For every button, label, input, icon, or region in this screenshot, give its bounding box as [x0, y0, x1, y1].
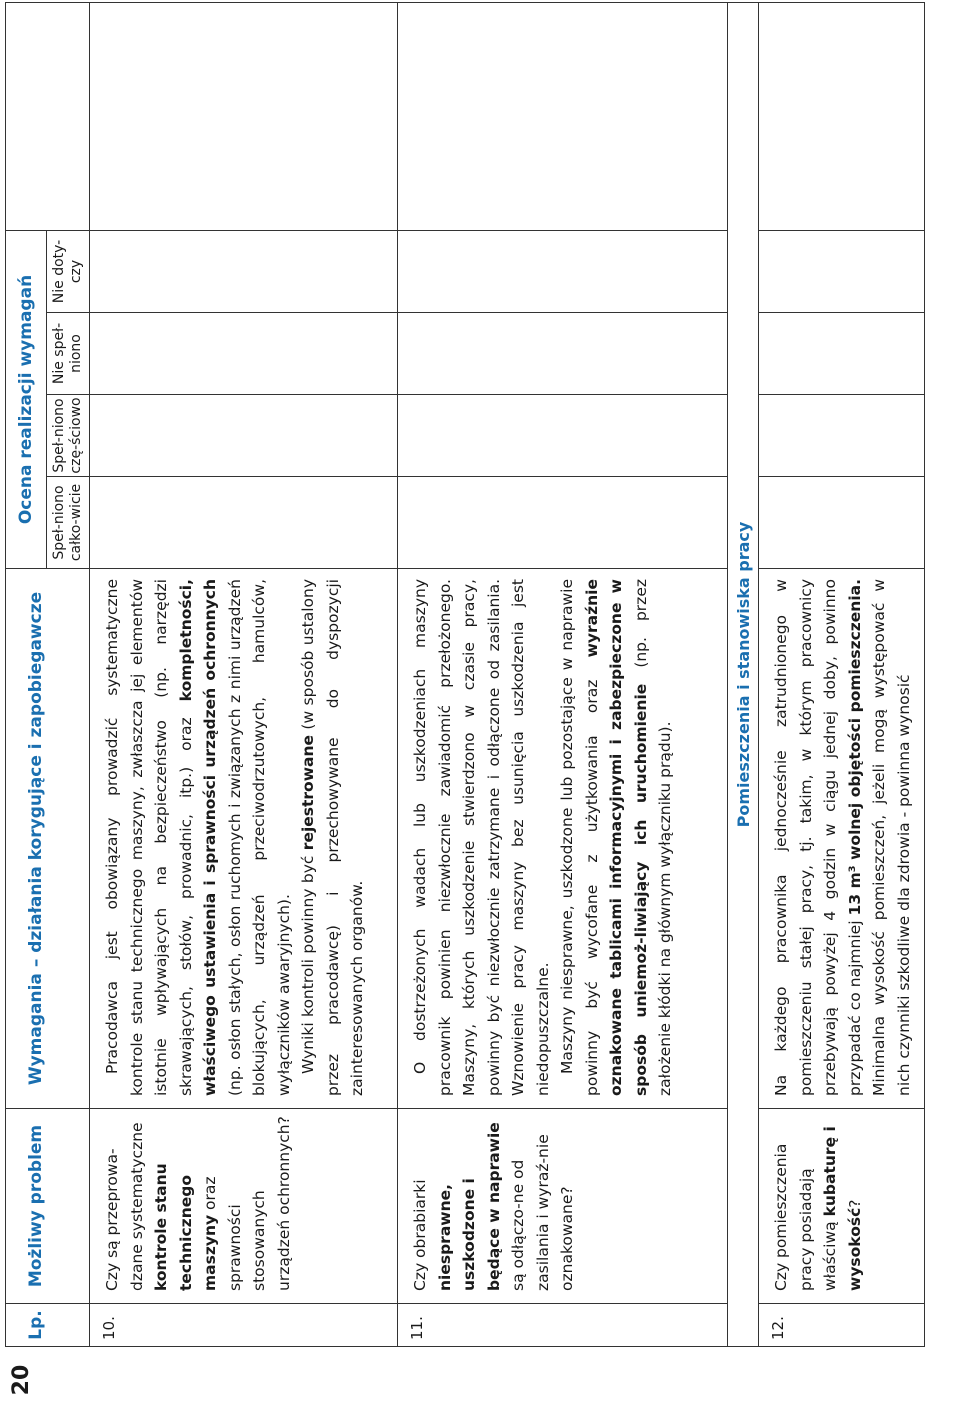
- problem-cell: [759, 1109, 925, 1304]
- check-cell-not-met[interactable]: [90, 313, 398, 395]
- requirement-bold: 13 m³ wolnej objętości pomieszczenia.: [845, 578, 864, 916]
- requirement-paragraph: [100, 579, 296, 1096]
- check-cell-partial[interactable]: [398, 395, 728, 477]
- row-number: 12.: [759, 1304, 925, 1347]
- check-cell-partial[interactable]: [759, 395, 925, 477]
- check-cell-not-applicable[interactable]: [759, 230, 925, 312]
- subheader-not-met: Nie speł-niono: [47, 313, 90, 395]
- requirement-bold: rejestrowane: [299, 734, 317, 851]
- problem-bold: niesprawne, uszkodzone i będące w naprawie: [435, 1122, 503, 1291]
- check-cell-not-met[interactable]: [759, 313, 925, 395]
- requirement-text: Na każdego pracownika jednocześnie zatrudnionego w pomieszczeniu stałej pracy, tj. takim, w którym pracownicy przebywają powyżej 4 godzin w ciągu jednej doby, powinno przypadać co najmniej: [772, 579, 864, 1096]
- requirement-cell: [398, 569, 728, 1109]
- header-assessment: Ocena realizacji wymagań: [6, 230, 47, 568]
- table-row: [398, 3, 728, 1347]
- header-row: [6, 3, 47, 1347]
- problem-text: są odłączo-ne od zasilania i wyraź-nie oznakowane?: [509, 1134, 576, 1291]
- row-number: 10.: [90, 1304, 398, 1347]
- problem-bold: kontrole stanu technicznego maszyny: [152, 1163, 219, 1291]
- problem-cell: [90, 1109, 398, 1304]
- subheader-not-applicable: Nie doty-czy: [47, 230, 90, 312]
- requirement-cell: [90, 569, 398, 1109]
- requirement-text: Wyniki kontroli powinny być: [299, 850, 317, 1074]
- requirement-text: (w sposób ustalony przez pracodawcę) i przechowywane do dyspozycji zainteresowanych organów.: [299, 579, 366, 1096]
- requirement-paragraph: O dostrzeżonych wadach lub uszkodzeniach maszyny pracownik powinien niezwłocznie zawiadomić przełożonego. Maszyny, których uszkodzenie stwierdzono w czasie pracy, powinny być niezwłocznie zatrzymane i odłączone od zasilania. Wznowienie pracy maszyny bez usunięcia uszkodzenia jest niedopuszczalne.: [411, 579, 552, 1096]
- check-cell-full[interactable]: [398, 477, 728, 569]
- blank-cell: [398, 3, 728, 231]
- problem-text: oraz sprawności stosowanych urządzeń ochronnych?: [201, 1116, 293, 1291]
- blank-cell: [759, 3, 925, 231]
- header-blank: [6, 3, 90, 231]
- check-cell-not-applicable[interactable]: [90, 230, 398, 312]
- requirement-text: Maszyny niesprawne, uszkodzone lub pozostające w naprawie powinny być wycofane z użytkowania oraz: [558, 579, 601, 1096]
- problem-text: Czy są przeprowa-dzane systematyczne: [103, 1122, 146, 1291]
- problem-cell: [398, 1109, 728, 1304]
- check-cell-not-met[interactable]: [398, 313, 728, 395]
- page-number: 20: [9, 1364, 34, 1396]
- subheader-partial: Speł-niono czę-ściowo: [47, 395, 90, 477]
- header-problem: Możliwy problem: [6, 1109, 90, 1304]
- requirement-bold: wyraźnie oznakowane tablicami informacyjnymi i zabezpieczone w sposób uniemoż-liwiający ich uruchomienie: [582, 579, 650, 1096]
- section-title: Pomieszczenia i stanowiska pracy: [728, 3, 759, 1347]
- header-lp: Lp.: [6, 1304, 90, 1347]
- requirement-bold: kompletności, właściwego ustawienia i sprawności urządzeń ochronnych: [176, 579, 219, 1096]
- requirement-text: Minimalna wysokość pomieszczeń, jeżeli mogą występować w nich czynniki szkodliwe dla zdrowia - powinna wynosić: [870, 579, 913, 1096]
- problem-text: Czy pomieszczenia pracy posiadają właściwą: [772, 1143, 839, 1291]
- requirement-cell: [759, 569, 925, 1109]
- check-cell-not-applicable[interactable]: [398, 230, 728, 312]
- check-cell-full[interactable]: [759, 477, 925, 569]
- blank-cell: [90, 3, 398, 231]
- requirement-paragraph: [296, 579, 370, 1096]
- section-row: [728, 3, 759, 1347]
- check-cell-full[interactable]: [90, 477, 398, 569]
- requirement-text: Pracodawca jest obowiązany prowadzić systematyczne kontrole stanu technicznego maszyny, zwłaszcza jej elementów istotnie wpływających na bezpieczeństwo (np. narzędzi skrawających, stołów, prowadnic, itp.) oraz: [103, 579, 195, 1096]
- requirements-table: [5, 2, 925, 1347]
- problem-text: Czy obrabiarki: [411, 1179, 429, 1291]
- row-number: 11.: [398, 1304, 728, 1347]
- requirement-text: (np. osłon stałych, osłon ruchomych i związanych z nimi urządzeń blokujących, urządzeń przeciwodrzutowych, hamulców, wyłączników awaryjnych).: [225, 579, 293, 1096]
- header-requirements: Wymagania – działania korygujące i zapobiegawcze: [6, 569, 90, 1109]
- table-row: [90, 3, 398, 1347]
- requirement-paragraph: [555, 579, 678, 1096]
- subheader-full: Speł-niono całko-wicie: [47, 477, 90, 569]
- check-cell-partial[interactable]: [90, 395, 398, 477]
- problem-bold: kubaturę i wysokość: [821, 1126, 864, 1291]
- table-row: [759, 3, 925, 1347]
- requirement-text: (np. przez założenie kłódki na głównym wyłączniku prądu).: [631, 579, 674, 1096]
- problem-text: ?: [845, 1199, 864, 1208]
